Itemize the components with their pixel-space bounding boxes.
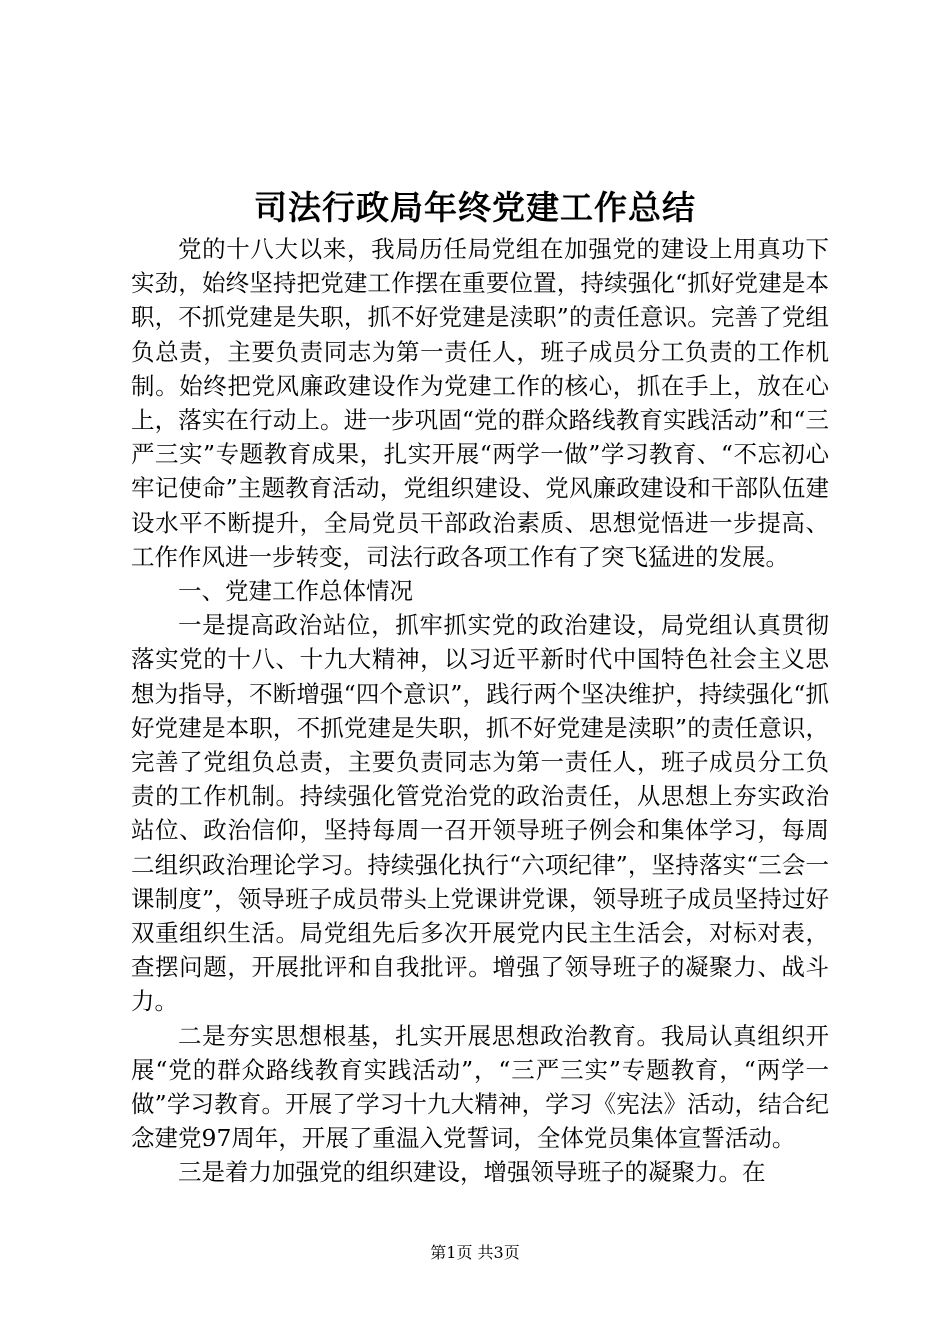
paragraph-political-building: 一是提高政治站位，抓牢抓实党的政治建设，局党组认真贯彻落实党的十八、十九大精神，以习近平新时代中国特色社会主义思想为指导，不断增强“四个意识”，践行两个坚决维护，持续强化“抓好党建是本职，不抓党建是失职，抓不好党建是渎职”的责任意识，完善了党组负总责，主要负责同志为第一责任人，班子成员分工负责的工作机制。持续强化管党治党的政治责任，从思想上夯实政治站位、政治信仰，坚持每周一召开领导班子例会和集体学习，每周二组织政治理论学习。持续强化执行“六项纪律”，坚持落实“三会一课制度”，领导班子成员带头上党课讲党课，领导班子成员坚持过好双重组织生活。局党组先后多次开展党内民主生活会，对标对表，查摆问题，开展批评和自我批评。增强了领导班子的凝聚力、战斗力。 — [131, 611, 829, 1016]
document-title: 司法行政局年终党建工作总结 — [254, 188, 696, 227]
page-footer: 第1页 共3页 — [430, 1243, 520, 1262]
paragraph-ideological-education: 二是夯实思想根基，扎实开展思想政治教育。我局认真组织开展“党的群众路线教育实践活动”，“三严三实”专题教育，“两学一做”学习教育。开展了学习十九大精神，学习《宪法》活动，结合纪念建党97周年，开展了重温入党誓词，全体党员集体宣誓活动。 — [131, 1021, 829, 1153]
paragraph-intro: 党的十八大以来，我局历任局党组在加强党的建设上用真功下实劲，始终坚持把党建工作摆在重要位置，持续强化“抓好党建是本职，不抓党建是失职，抓不好党建是渎职”的责任意识。完善了党组负总责，主要负责同志为第一责任人，班子成员分工负责的工作机制。始终把党风廉政建设作为党建工作的核心，抓在手上，放在心上，落实在行动上。进一步巩固“党的群众路线教育实践活动”和“三严三实”专题教育成果，扎实开展“两学一做”学习教育、“不忘初心牢记使命”主题教育活动，党组织建设、党风廉政建设和干部队伍建设水平不断提升，全局党员干部政治素质、思想觉悟进一步提高、工作作风进一步转变，司法行政各项工作有了突飞猛进的发展。 — [131, 235, 829, 571]
document-body — [131, 232, 829, 1190]
paragraph-organization-building: 三是着力加强党的组织建设，增强领导班子的凝聚力。在 — [178, 1158, 766, 1187]
section-heading-overview: 一、党建工作总体情况 — [178, 577, 413, 606]
